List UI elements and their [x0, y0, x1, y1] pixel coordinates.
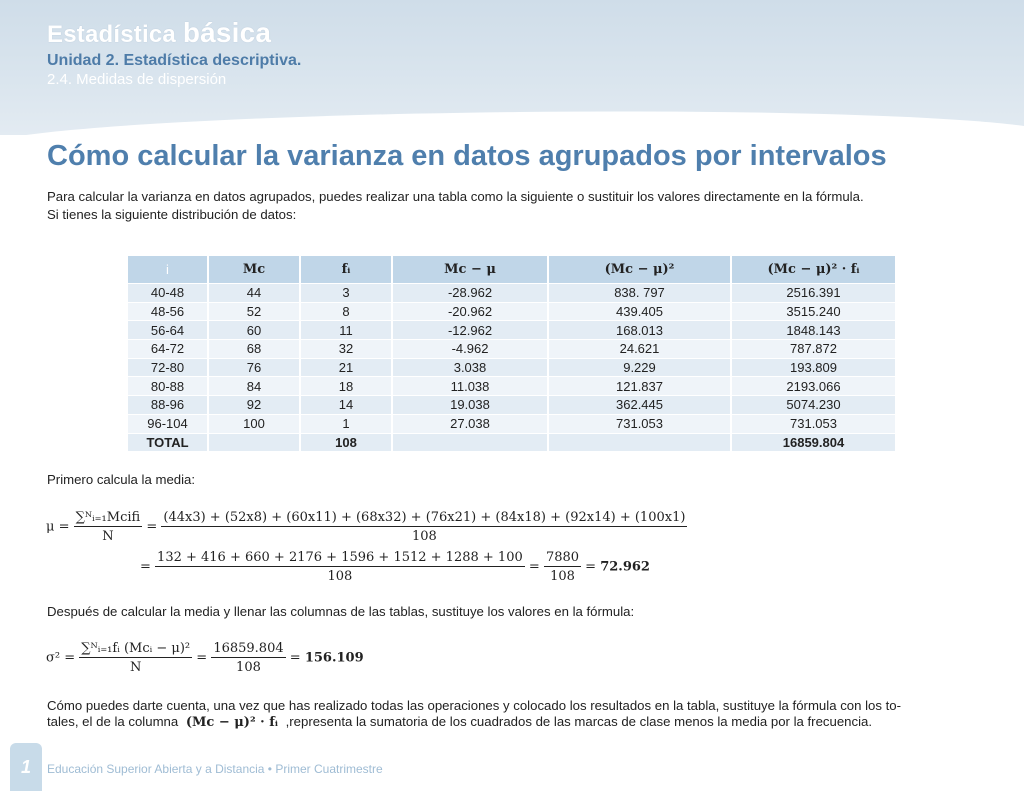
col-header-weighted: (Mc − μ)² · fᵢ	[731, 256, 895, 284]
page-number: 1	[20, 757, 31, 777]
mean-equals-3: =	[528, 559, 540, 575]
intro-paragraph-2: Si tienes la siguiente distribución de datos:	[47, 207, 297, 222]
cell-interval: 96-104	[128, 414, 208, 433]
mean-sum-denominator: N	[102, 529, 114, 544]
cell-deviation: 3.038	[392, 358, 548, 377]
mean-fraction-3-numerator: 7880	[545, 550, 580, 565]
variance-equals-2: =	[289, 650, 301, 666]
unit-title: Unidad 2. Estadística descriptiva.	[47, 52, 302, 69]
mean-equals-2: =	[140, 559, 151, 575]
table-row	[128, 377, 895, 396]
cell-fi: 11	[300, 321, 392, 340]
closing-inline-formula: (Mc − μ)² · fᵢ	[185, 715, 278, 730]
cell-mc: 60	[208, 321, 300, 340]
distribution-table	[128, 256, 895, 451]
cell-weighted: 3515.240	[731, 302, 895, 321]
section-title: 2.4. Medidas de dispersión	[47, 71, 227, 88]
cell-mc: 44	[208, 284, 300, 303]
cell-interval: 40-48	[128, 284, 208, 303]
total-weighted: 16859.804	[731, 433, 895, 451]
variance-value-fraction	[211, 641, 285, 675]
cell-interval: 80-88	[128, 377, 208, 396]
mean-expression-fraction	[161, 510, 687, 544]
total-empty	[208, 433, 300, 451]
variance-equals-1: =	[196, 650, 208, 666]
col-header-deviation: Mc − μ	[392, 256, 548, 284]
closing-paragraph-line-1: Cómo puedes darte cuenta, una vez que has realizado todas las operaciones y colocado los resultados en la tabla, sustituye la fórmula con los to-	[47, 698, 902, 713]
cell-deviation-squared: 439.405	[548, 302, 731, 321]
variance-value-numerator: 16859.804	[213, 641, 284, 656]
cell-deviation: 27.038	[392, 414, 548, 433]
cell-weighted: 5074.230	[731, 396, 895, 415]
mean-formula-line-1	[46, 510, 687, 544]
cell-mc: 52	[208, 302, 300, 321]
mean-sum-2-denominator: 108	[327, 569, 353, 584]
cell-fi: 3	[300, 284, 392, 303]
cell-mc: 84	[208, 377, 300, 396]
step-2-text: Después de calcular la media y llenar las columnas de las tablas, sustituye los valores en la fórmula:	[47, 604, 635, 619]
cell-weighted: 787.872	[731, 340, 895, 359]
table-row	[128, 414, 895, 433]
table-row	[128, 358, 895, 377]
table-total-row	[128, 433, 895, 451]
cell-deviation-squared: 362.445	[548, 396, 731, 415]
cell-deviation: -20.962	[392, 302, 548, 321]
closing-text-b: ,representa la sumatoria de los cuadrados de las marcas de clase menos la media por la frecuencia.	[285, 714, 873, 729]
table-row	[128, 284, 895, 303]
mean-expression-denominator: 108	[411, 529, 437, 544]
footer-text: Educación Superior Abierta y a Distancia • Primer Cuatrimestre	[47, 762, 383, 776]
cell-fi: 8	[300, 302, 392, 321]
cell-deviation: -4.962	[392, 340, 548, 359]
cell-fi: 32	[300, 340, 392, 359]
cell-weighted: 193.809	[731, 358, 895, 377]
total-empty	[548, 433, 731, 451]
cell-fi: 14	[300, 396, 392, 415]
mean-fraction-3	[544, 550, 581, 584]
total-empty	[392, 433, 548, 451]
mean-formula-line-2	[140, 550, 650, 584]
page-number-tab	[10, 743, 42, 791]
mean-sum-numerator: ∑ᴺᵢ₌₁Mcifi	[75, 510, 141, 525]
cell-deviation-squared: 838. 797	[548, 284, 731, 303]
variance-lhs: σ² =	[46, 650, 76, 666]
cell-interval: 72-80	[128, 358, 208, 377]
cell-deviation: -28.962	[392, 284, 548, 303]
col-header-fi: fᵢ	[300, 256, 392, 284]
mean-result: 72.962	[600, 559, 650, 575]
cell-interval: 48-56	[128, 302, 208, 321]
cell-deviation-squared: 24.621	[548, 340, 731, 359]
cell-fi: 1	[300, 414, 392, 433]
mean-fraction-3-denominator: 108	[550, 569, 575, 584]
cell-mc: 68	[208, 340, 300, 359]
course-title-part-a: Estadística	[47, 21, 176, 48]
cell-weighted: 731.053	[731, 414, 895, 433]
col-header-deviation-squared: (Mc − μ)²	[548, 256, 731, 284]
table-row	[128, 340, 895, 359]
variance-value-denominator: 108	[236, 660, 261, 675]
cell-weighted: 2193.066	[731, 377, 895, 396]
mean-expression-numerator: (44x3) + (52x8) + (60x11) + (68x32) + (76x21) + (84x18) + (92x14) + (100x1)	[163, 510, 686, 525]
mean-sum-fraction	[74, 510, 143, 544]
col-header-interval: i	[128, 256, 208, 284]
cell-fi: 21	[300, 358, 392, 377]
course-title	[47, 17, 271, 49]
cell-interval: 88-96	[128, 396, 208, 415]
table-row	[128, 302, 895, 321]
cell-deviation: 19.038	[392, 396, 548, 415]
cell-interval: 56-64	[128, 321, 208, 340]
col-header-mc: Mc	[208, 256, 300, 284]
mean-sum-2-fraction	[155, 550, 525, 584]
variance-formula	[46, 641, 364, 675]
cell-deviation-squared: 168.013	[548, 321, 731, 340]
page-header	[0, 0, 1024, 135]
course-title-part-b: básica	[182, 17, 272, 48]
cell-deviation: 11.038	[392, 377, 548, 396]
cell-deviation-squared: 9.229	[548, 358, 731, 377]
cell-deviation-squared: 731.053	[548, 414, 731, 433]
variance-definition-fraction	[79, 641, 192, 675]
cell-interval: 64-72	[128, 340, 208, 359]
cell-weighted: 1848.143	[731, 321, 895, 340]
variance-definition-numerator: ∑ᴺᵢ₌₁fᵢ (Mcᵢ − μ)²	[81, 641, 191, 656]
cell-mc: 76	[208, 358, 300, 377]
mean-equals-4: =	[585, 559, 597, 575]
cell-fi: 18	[300, 377, 392, 396]
cell-deviation-squared: 121.837	[548, 377, 731, 396]
header-wave	[0, 106, 1024, 135]
table-header-row	[128, 256, 895, 284]
cell-mc: 92	[208, 396, 300, 415]
mean-equals-1: =	[146, 519, 158, 535]
table-row	[128, 396, 895, 415]
variance-definition-denominator: N	[130, 660, 142, 675]
variance-result: 156.109	[304, 650, 364, 666]
page-title: Cómo calcular la varianza en datos agrupados por intervalos	[47, 140, 887, 172]
cell-weighted: 2516.391	[731, 284, 895, 303]
total-label: TOTAL	[128, 433, 208, 451]
step-1-text: Primero calcula la media:	[47, 472, 196, 487]
closing-text-a: tales, el de la columna	[47, 714, 179, 729]
closing-paragraph-line-2	[47, 714, 872, 730]
mean-sum-2-numerator: 132 + 416 + 660 + 2176 + 1596 + 1512 + 1288 + 100	[157, 550, 523, 565]
intro-paragraph-1: Para calcular la varianza en datos agrupados, puedes realizar una tabla como la siguiente o sustituir los valores directamente en la fórmula.	[47, 189, 864, 204]
mean-lhs: μ =	[46, 519, 70, 535]
total-frequency: 108	[300, 433, 392, 451]
cell-deviation: -12.962	[392, 321, 548, 340]
cell-mc: 100	[208, 414, 300, 433]
table-row	[128, 321, 895, 340]
